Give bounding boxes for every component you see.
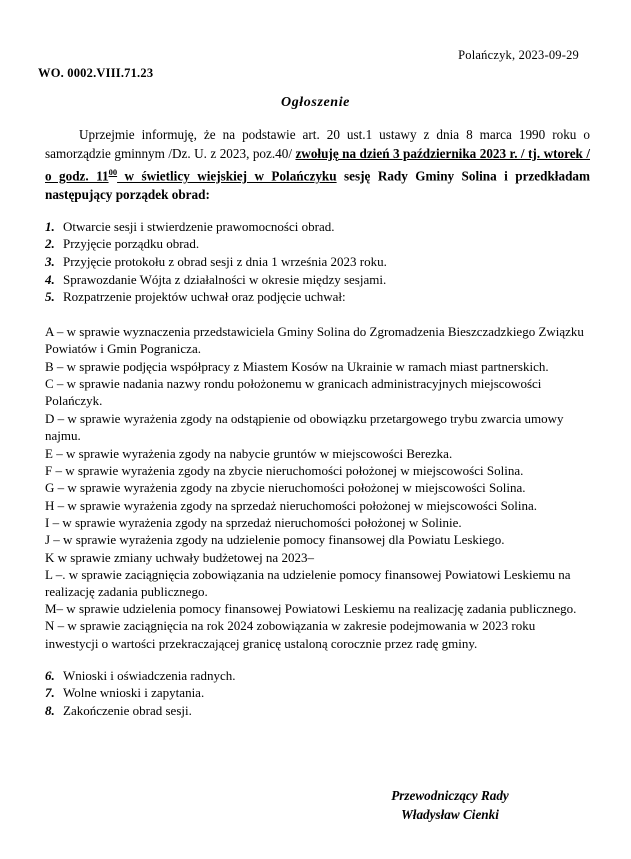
signature-block (330, 786, 570, 824)
resolution-item: A – w sprawie wyznaczenia przedstawiciela Gminy Solina do Zgromadzenia Bieszczadzkiego Związku Powiatów i Gmin Pogranicza. (45, 323, 584, 357)
agenda-item (45, 684, 590, 702)
resolution-item: L –. w sprawie zaciągnięcia zobowiązania na udzielenie pomocy finansowej Powiatowi Leskiemu na realizację zadania publicznego. (45, 566, 571, 600)
intro-part-3: i przedkładam następujący porządek obrad: (45, 168, 590, 203)
resolution-item: I – w sprawie wyrażenia zgody na sprzedaż nieruchomości położonej w Solinie. (45, 515, 462, 531)
agenda-item (45, 702, 590, 720)
agenda-item-number: 8. (45, 703, 55, 719)
agenda-item-text: Rozpatrzenie projektów uchwał oraz podjęcie uchwał: (63, 289, 346, 305)
resolution-item: J – w sprawie wyrażenia zgody na udzielenie pomocy finansowej dla Powiatu Leskiego. (45, 532, 505, 548)
resolution-item: G – w sprawie wyrażenia zgody na zbycie nieruchomości położonej w miejscowości Solina. (45, 480, 526, 496)
agenda-item-number: 4. (45, 271, 55, 287)
resolution-item: F – w sprawie wyrażenia zgody na zbycie nieruchomości położonej w miejscowości Solina. (45, 462, 524, 478)
resolution-item: K w sprawie zmiany uchwały budżetowej na 2023– (45, 549, 314, 565)
agenda-item (45, 253, 590, 271)
agenda-list-top (45, 218, 590, 306)
agenda-item-text: Sprawozdanie Wójta z działalności w okresie między sesjami. (63, 271, 387, 287)
intro-superscript: 00 (108, 167, 118, 178)
agenda-item-number: 3. (45, 253, 55, 269)
agenda-item-text: Wnioski i oświadczenia radnych. (63, 667, 236, 683)
resolution-item: B – w sprawie podjęcia współpracy z Miastem Kosów na Ukrainie w ramach miast partnerskich. (45, 358, 549, 374)
document-body (45, 126, 590, 720)
intro-part-1: Uprzejmie informuję, że na podstawie art. 20 ust.1 ustawy z dnia 8 marca 1990 roku o samorządzie gminnym /Dz. U. z 2023, poz.40/ (45, 127, 590, 161)
intro-underlined-1: zwołuję na dzień 3 października 2023 r. / tj. wtorek / o godz. 11 (45, 145, 590, 184)
signature-name: Władysław Cienki (401, 807, 499, 822)
resolution-item: M– w sprawie udzielenia pomocy finansowej Powiatowi Leskiemu na realizację zadania publicznego. (45, 601, 577, 617)
agenda-item (45, 218, 590, 236)
resolution-item: D – w sprawie wyrażenia zgody na odstąpienie od obowiązku przetargowego trybu zwarcia umowy najmu. (45, 410, 564, 444)
agenda-list-bottom (45, 667, 590, 720)
agenda-item (45, 667, 590, 685)
agenda-item-text: Przyjęcie protokołu z obrad sesji z dnia 1 września 2023 roku. (63, 253, 387, 269)
agenda-item (45, 288, 590, 306)
reference-number: WO. 0002.VIII.71.23 (38, 66, 154, 80)
document-title: Ogłoszenie (281, 95, 350, 110)
intro-underlined-2: w świetlicy wiejskiej w Polańczyku (117, 168, 337, 184)
resolution-item: N – w sprawie zaciągnięcia na rok 2024 zobowiązania w zakresie podejmowania w 2023 roku inwestycji o wartości przekraczającej granicę ustaloną corocznie przez radę gminy. (45, 618, 536, 651)
agenda-item-text: Wolne wnioski i zapytania. (63, 685, 205, 701)
agenda-item-number: 5. (45, 289, 55, 305)
agenda-item-number: 6. (45, 667, 55, 683)
agenda-item-text: Zakończenie obrad sesji. (63, 703, 192, 719)
agenda-item-number: 1. (45, 218, 55, 234)
intro-part-2: sesję Rady Gminy Solina (336, 168, 497, 184)
signature-role: Przewodniczący Rady (391, 788, 509, 803)
agenda-item-number: 2. (45, 236, 55, 252)
resolution-item: E – w sprawie wyrażenia zgody na nabycie gruntów w miejscowości Berezka. (45, 445, 453, 461)
agenda-item (45, 271, 590, 289)
resolution-item: C – w sprawie nadania nazwy rondu położonemu w granicach administracyjnych miejscowości Polańczyk. (45, 375, 542, 409)
intro-paragraph (45, 126, 590, 205)
place-and-date: Polańczyk, 2023-09-29 (458, 48, 579, 62)
agenda-item-text: Otwarcie sesji i stwierdzenie prawomocności obrad. (63, 218, 335, 234)
agenda-item-number: 7. (45, 685, 55, 701)
resolution-item: H – w sprawie wyrażenia zgody na sprzedaż nieruchomości położonej w miejscowości Solina. (45, 497, 538, 513)
resolution-letter-list (45, 323, 590, 652)
agenda-item-text: Przyjęcie porządku obrad. (63, 236, 200, 252)
agenda-item (45, 235, 590, 253)
